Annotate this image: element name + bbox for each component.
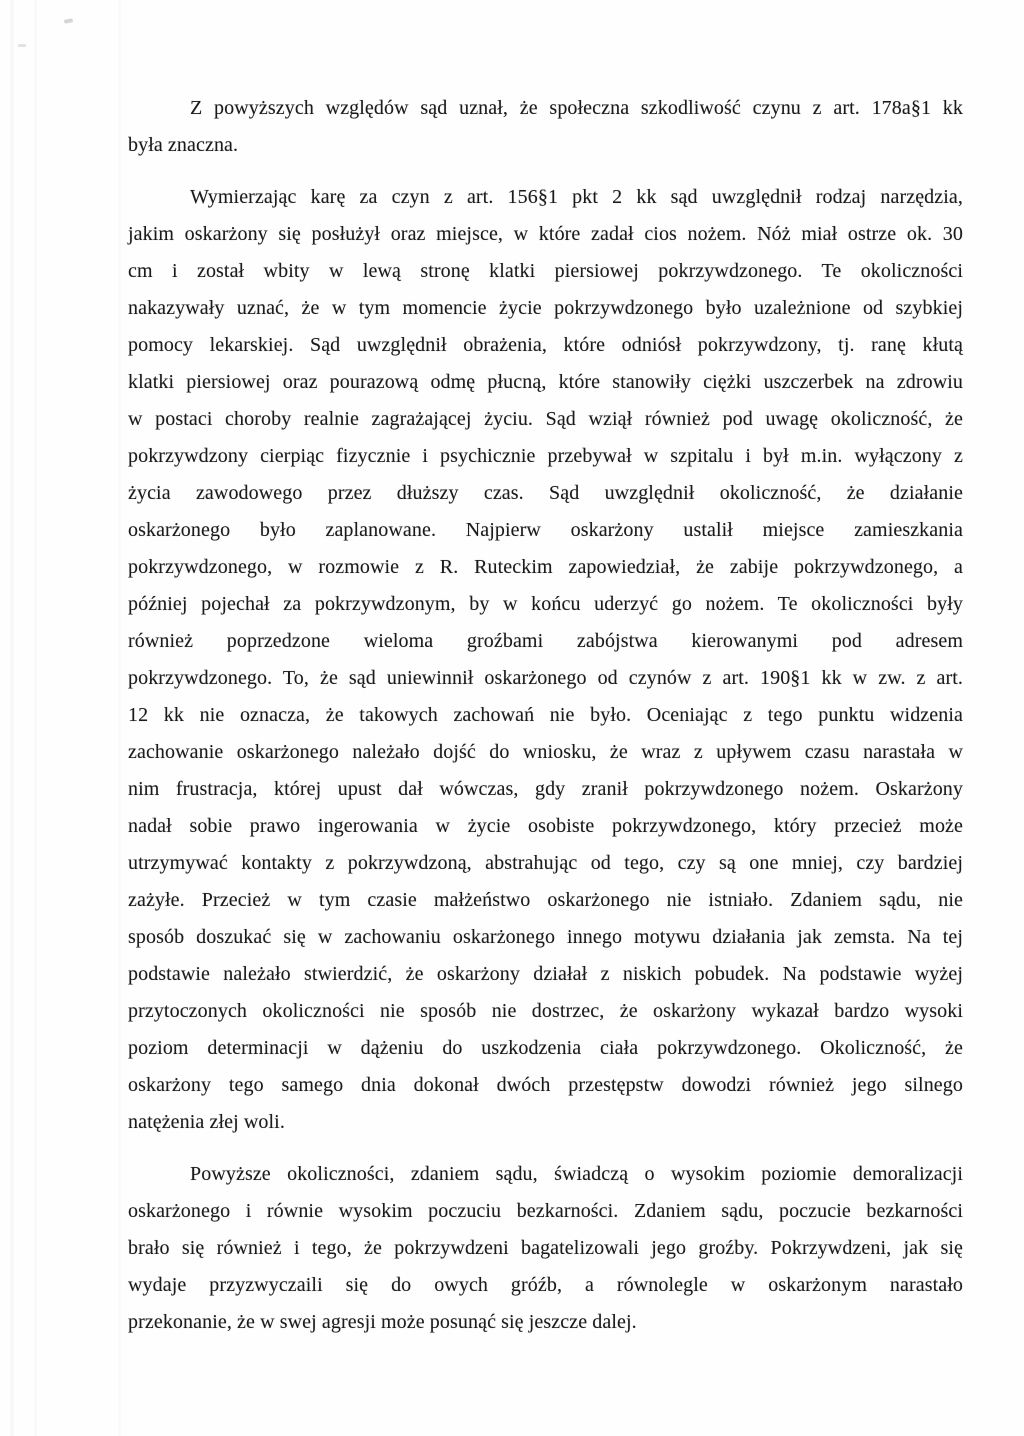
text-line: była znaczna. [128, 134, 239, 156]
text-line: pokrzywdzony cierpiąc fizycznie i psychicznie przebywał w szpitalu i był m.in. wyłączony z [128, 445, 963, 467]
text-line: brało się również i tego, że pokrzywdzeni bagatelizowali jego groźby. Pokrzywdzeni, jak się [128, 1237, 963, 1259]
text-line: przekonanie, że w swej agresji może posunąć się jeszcze dalej. [128, 1311, 637, 1333]
text-line: pokrzywdzonego, w rozmowie z R. Ruteckim zapowiedział, że zabije pokrzywdzonego, a [128, 556, 963, 578]
scan-streak [118, 0, 121, 1436]
scan-speckle [64, 18, 74, 24]
text-line: natężenia złej woli. [128, 1111, 285, 1133]
text-line: jakim oskarżony się posłużył oraz miejsce, w które zadał cios nożem. Nóż miał ostrze ok. 30 [128, 223, 963, 245]
text-line: pomocy lekarskiej. Sąd uwzględnił obrażenia, które odniósł pokrzywdzony, tj. ranę kłutą [128, 334, 963, 356]
document-text [128, 90, 963, 1341]
text-line: podstawie należało stwierdzić, że oskarżony działał z niskich pobudek. Na podstawie wyżej [128, 963, 963, 985]
scan-streak [10, 0, 14, 1436]
text-line: zachowanie oskarżonego należało dojść do wniosku, że wraz z upływem czasu narastała w [128, 741, 963, 763]
text-line: życia zawodowego przez dłuższy czas. Sąd uwzględnił okoliczność, że działanie [128, 482, 963, 504]
text-line: wydaje przyzwyczaili się do owych gróźb, a równolegle w oskarżonym narastało [128, 1274, 963, 1296]
text-line: pokrzywdzonego. To, że sąd uniewinnił oskarżonego od czynów z art. 190§1 kk w zw. z art. [128, 667, 963, 689]
text-line: później pojechał za pokrzywdzonym, by w końcu uderzyć go nożem. Te okoliczności były [128, 593, 963, 615]
text-line: Wymierzając karę za czyn z art. 156§1 pkt 2 kk sąd uwzględnił rodzaj narzędzia, [190, 186, 963, 208]
text-line: Powyższe okoliczności, zdaniem sądu, świadczą o wysokim poziomie demoralizacji [190, 1163, 963, 1185]
text-line: poziom determinacji w dążeniu do uszkodzenia ciała pokrzywdzonego. Okoliczność, że [128, 1037, 963, 1059]
text-line: również poprzedzone wieloma groźbami zabójstwa kierowanymi pod adresem [128, 630, 963, 652]
text-line: w postaci choroby realnie zagrażającej życiu. Sąd wziął również pod uwagę okoliczność, że [128, 408, 963, 430]
text-line: klatki piersiowej oraz pourazową odmę płucną, które stanowiły ciężki uszczerbek na zdrowiu [128, 371, 963, 393]
text-line: nakazywały uznać, że w tym momencie życie pokrzywdzonego było uzależnione od szybkiej [128, 297, 963, 319]
text-line: przytoczonych okoliczności nie sposób nie dostrzec, że oskarżony wykazał bardzo wysoki [128, 1000, 963, 1022]
scan-speckle [18, 44, 26, 47]
paragraph-sentencing-reasons [128, 179, 963, 1141]
scan-streak [34, 0, 37, 1436]
text-line: oskarżonego i równie wysokim poczuciu bezkarności. Zdaniem sądu, poczucie bezkarności [128, 1200, 963, 1222]
text-line: zażyłe. Przecież w tym czasie małżeństwo oskarżonego nie istniało. Zdaniem sądu, nie [128, 889, 963, 911]
text-line: sposób doszukać się w zachowaniu oskarżonego innego motywu działania jak zemsta. Na tej [128, 926, 963, 948]
text-line: cm i został wbity w lewą stronę klatki piersiowej pokrzywdzonego. Te okoliczności [128, 260, 963, 282]
text-line: oskarżonego było zaplanowane. Najpierw oskarżony ustalił miejsce zamieszkania [128, 519, 963, 541]
text-line: utrzymywać kontakty z pokrzywdzoną, abstrahując od tego, czy są one mniej, czy bardziej [128, 852, 963, 874]
text-line: nim frustracja, której upust dał wówczas, gdy zranił pokrzywdzonego nożem. Oskarżony [128, 778, 963, 800]
text-line: oskarżony tego samego dnia dokonał dwóch przestępstw dowodzi również jego silnego [128, 1074, 963, 1096]
text-line: nadał sobie prawo ingerowania w życie osobiste pokrzywdzonego, który przecież może [128, 815, 963, 837]
text-line: 12 kk nie oznacza, że takowych zachowań nie było. Oceniając z tego punktu widzenia [128, 704, 963, 726]
paragraph-social-harm [128, 90, 963, 164]
paragraph-demoralization [128, 1156, 963, 1341]
text-line: Z powyższych względów sąd uznał, że społeczna szkodliwość czynu z art. 178a§1 kk [190, 97, 963, 119]
